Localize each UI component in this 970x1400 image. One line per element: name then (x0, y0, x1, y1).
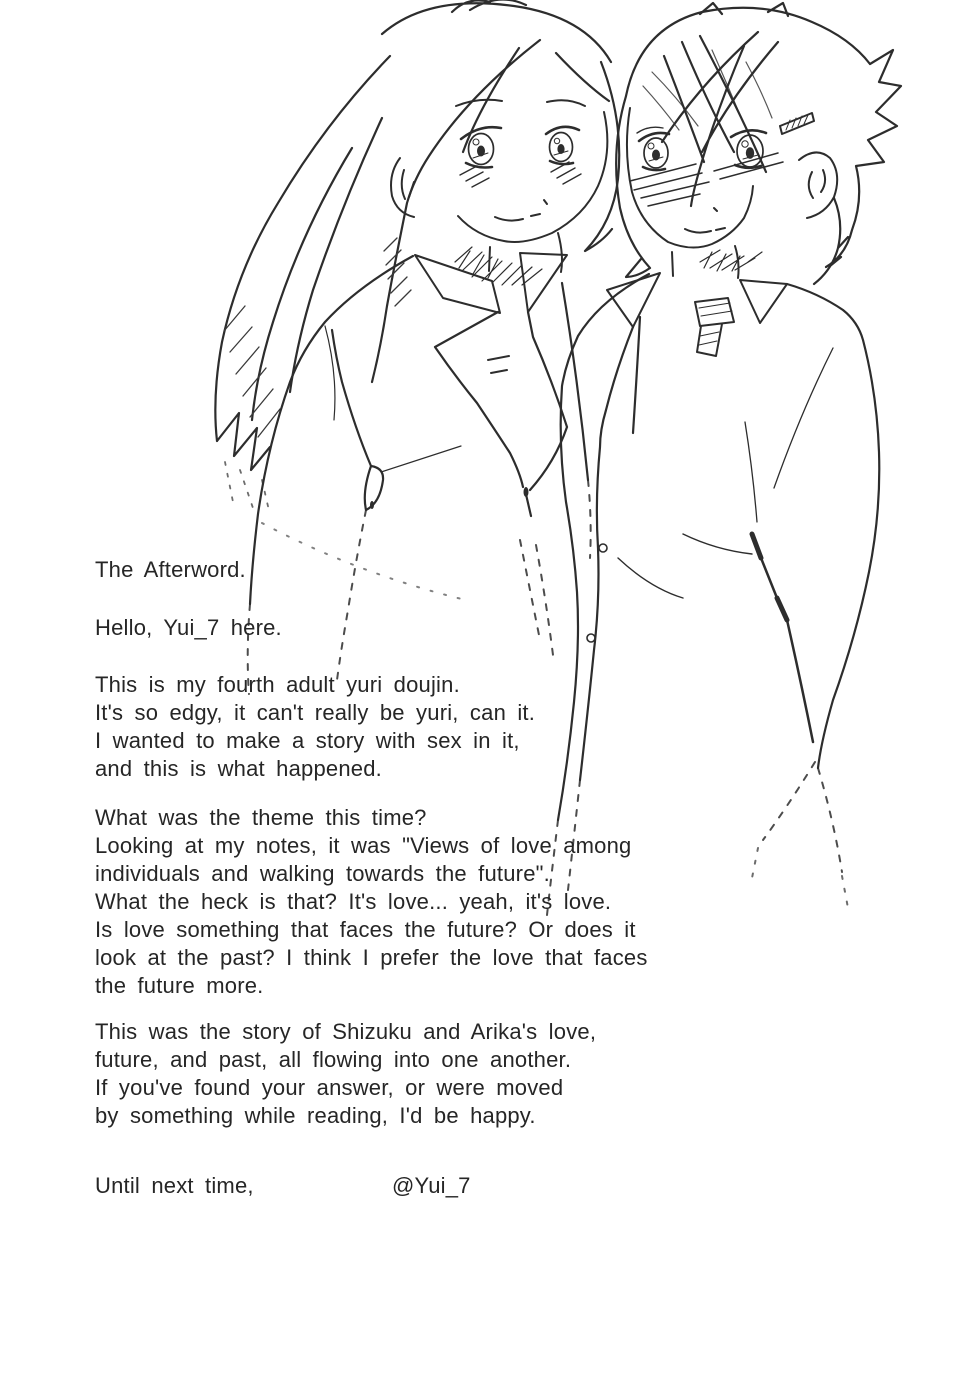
paragraph-line: look at the past? I think I prefer the love that faces (95, 945, 648, 970)
paragraph-doujin (95, 671, 535, 783)
closing-line (95, 1172, 615, 1200)
paragraph-line: This was the story of Shizuku and Arika's love, (95, 1019, 597, 1044)
closing-text: Until next time, (95, 1173, 254, 1198)
paragraph-line: and this is what happened. (95, 756, 382, 781)
afterword-text (95, 0, 715, 1400)
paragraph-line: Looking at my notes, it was "Views of love among (95, 833, 632, 858)
paragraph-line: This is my fourth adult yuri doujin. (95, 672, 460, 697)
paragraph-line: the future more. (95, 973, 264, 998)
paragraph-line: What the heck is that? It's love... yeah, it's love. (95, 889, 612, 914)
hairclip-icon (780, 113, 814, 134)
paragraph-line: If you've found your answer, or were moved (95, 1075, 564, 1100)
paragraph-line: individuals and walking towards the future". (95, 861, 550, 886)
paragraph-line: It's so edgy, it can't really be yuri, can it. (95, 700, 536, 725)
author-handle: @Yui_7 (392, 1173, 471, 1198)
afterword-heading: The Afterword. (95, 557, 246, 582)
paragraph-theme (95, 804, 648, 1000)
paragraph-line: by something while reading, I'd be happy. (95, 1103, 536, 1128)
paragraph-line: Is love something that faces the future? Or does it (95, 917, 636, 942)
greeting-line: Hello, Yui_7 here. (95, 615, 282, 640)
paragraph-story (95, 1018, 596, 1130)
paragraph-line: future, and past, all flowing into one another. (95, 1047, 572, 1072)
paragraph-line: I wanted to make a story with sex in it, (95, 728, 520, 753)
paragraph-line: What was the theme this time? (95, 805, 427, 830)
